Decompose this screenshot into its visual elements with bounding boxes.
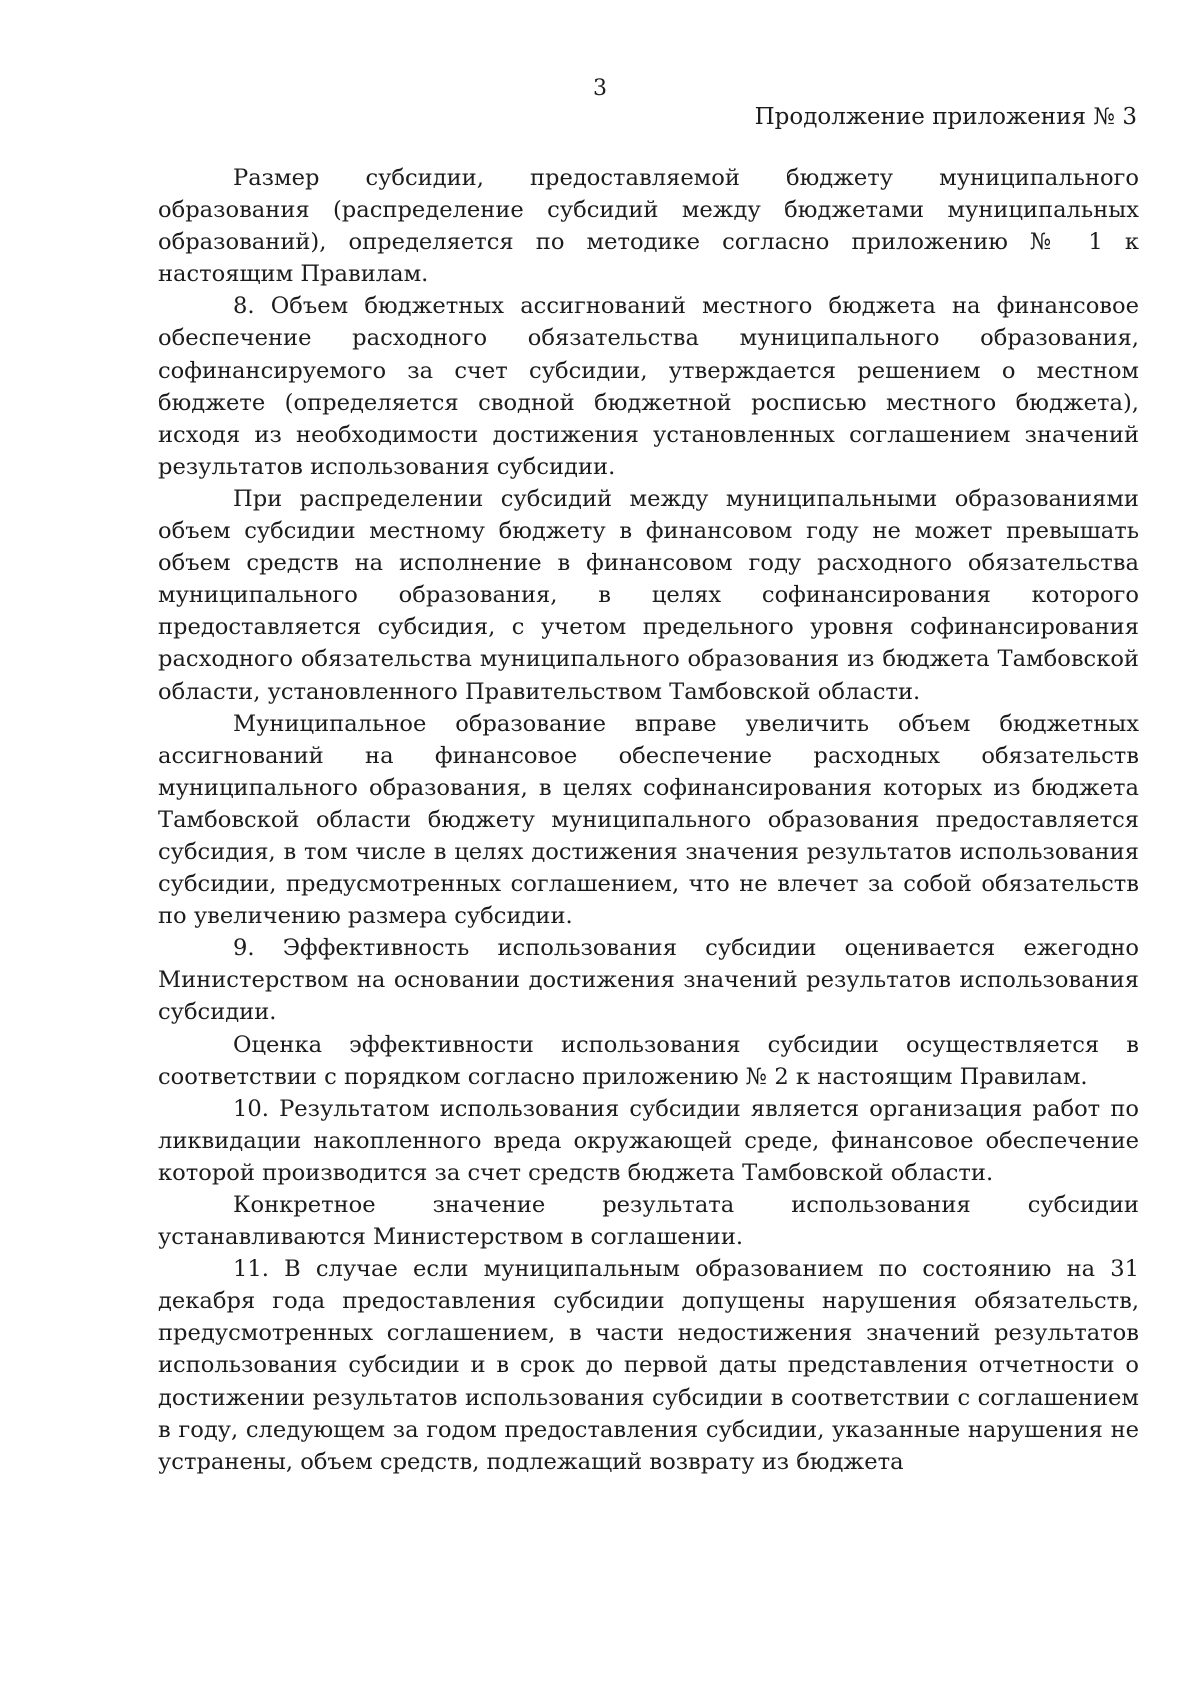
paragraph-specific-value: Конкретное значение результата использования субсидии устанавливаются Министерством в соглашении. xyxy=(158,1192,1139,1251)
paragraph-distribution: При распределении субсидий между муниципальными образованиями объем субсидии местному бюджету в финансовом году не может превышать объем средств на исполнение в финансовом году расходного обязательства муниципального образования, в целях софинансирования которого предоставляется субсидия, с учетом предельного уровня софинансирования расходного обязательства муниципального образования из бюджета Тамбовской области, установленного Правительством Тамбовской области. xyxy=(158,485,1139,705)
paragraph-item-11: 11. В случае если муниципальным образованием по состоянию на 31 декабря года предоставления субсидии допущены нарушения обязательств, предусмотренных соглашением, в части недостижения значений результатов использования субсидии и в срок до первой даты представления отчетности о достижении результатов использования субсидии в соответствии с соглашением в году, следующем за годом предоставления субсидии, указанные нарушения не устранены, объем средств, подлежащий возврату из бюджета xyxy=(158,1256,1139,1475)
paragraph-subsidy-size: Размер субсидии, предоставляемой бюджету муниципального образования (распределение субсидий между бюджетами муниципальных образований), определяется по методике согласно приложению № 1 к настоящим Правилам. xyxy=(158,165,1139,288)
paragraph-item-10: 10. Результатом использования субсидии является организация работ по ликвидации накопленного вреда окружающей среде, финансовое обеспечение которой производится за счет средств бюджета Тамбовской области. xyxy=(158,1095,1139,1186)
paragraph-municipal-right: Муниципальное образование вправе увеличить объем бюджетных ассигнований на финансовое обеспечение расходных обязательств муниципального образования, в целях софинансирования которых из бюджета Тамбовской области бюджету муниципального образования предоставляется субсидия, в том числе в целях достижения значения результатов использования субсидии, предусмотренных соглашением, что не влечет за собой обязательств по увеличению размера субсидии. xyxy=(158,710,1139,930)
appendix-continuation-note: Продолжение приложения № 3 xyxy=(754,104,1137,130)
paragraph-item-9: 9. Эффективность использования субсидии оценивается ежегодно Министерством на основании достижения значений результатов использования субсидии. xyxy=(158,935,1139,1026)
paragraph-efficiency-assessment: Оценка эффективности использования субсидии осуществляется в соответствии с порядком согласно приложению № 2 к настоящим Правилам. xyxy=(158,1031,1139,1090)
page-number: 3 xyxy=(593,76,607,101)
paragraph-item-8: 8. Объем бюджетных ассигнований местного бюджета на финансовое обеспечение расходного обязательства муниципального образования, софинансируемого за счет субсидии, утверждается решением о местном бюджете (определяется сводной бюджетной росписью местного бюджета), исходя из необходимости достижения установленных соглашением значений результатов использования субсидии. xyxy=(158,293,1139,480)
document-body xyxy=(158,162,1139,1478)
